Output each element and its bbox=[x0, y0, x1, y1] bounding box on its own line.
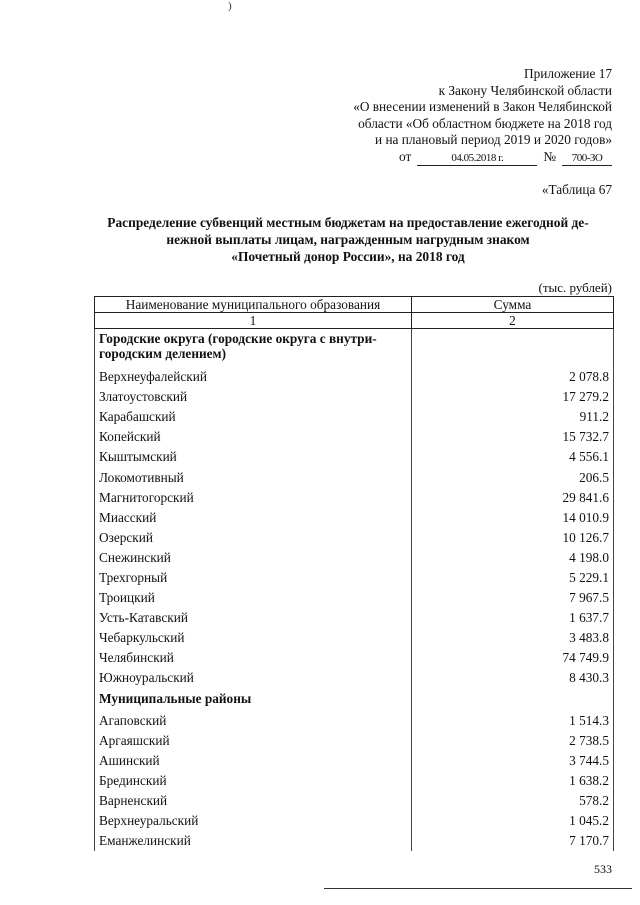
table-row bbox=[95, 711, 614, 731]
page-number: 533 bbox=[594, 862, 612, 876]
appendix-block bbox=[252, 66, 612, 166]
heading-line: Распределение субвенций местным бюджетам на предоставление ежегодной де- bbox=[107, 215, 589, 230]
table-reference: «Таблица 67 bbox=[541, 182, 612, 197]
table-row bbox=[95, 731, 614, 751]
subsidy-amount: 10 126.7 bbox=[412, 528, 614, 548]
subsidy-amount: 17 279.2 bbox=[412, 387, 614, 407]
law-date-line bbox=[252, 149, 612, 166]
subsidy-amount: 15 732.7 bbox=[412, 427, 614, 447]
municipality-name: Еманжелинский bbox=[95, 831, 412, 851]
subsidy-amount: 1 637.7 bbox=[412, 608, 614, 628]
subsidy-amount: 3 744.5 bbox=[412, 751, 614, 771]
subsidy-amount: 1 638.2 bbox=[412, 771, 614, 791]
subsidy-amount: 5 229.1 bbox=[412, 568, 614, 588]
subsidy-amount: 29 841.6 bbox=[412, 488, 614, 508]
municipality-name: Троицкий bbox=[95, 588, 412, 608]
table-row bbox=[95, 791, 614, 811]
appendix-line: области «Об областном бюджете на 2018 год bbox=[358, 115, 612, 131]
municipality-name: Копейский bbox=[95, 427, 412, 447]
subsidy-amount: 4 198.0 bbox=[412, 548, 614, 568]
table-row bbox=[95, 648, 614, 668]
table-row bbox=[95, 467, 614, 487]
table-row bbox=[95, 831, 614, 851]
municipality-name: Озерский bbox=[95, 528, 412, 548]
section-value-cell bbox=[412, 329, 614, 368]
heading-line: нежной выплаты лицам, награжденным нагрудным знаком bbox=[166, 232, 530, 247]
table-row bbox=[95, 387, 614, 407]
municipality-name: Златоустовский bbox=[95, 387, 412, 407]
table-row bbox=[95, 811, 614, 831]
table-row bbox=[95, 427, 614, 447]
column-number-row bbox=[95, 313, 614, 329]
municipality-name: Кыштымский bbox=[95, 447, 412, 467]
table-row bbox=[95, 568, 614, 588]
date-prefix: от bbox=[399, 148, 412, 164]
table-row bbox=[95, 628, 614, 648]
municipality-name: Чебаркульский bbox=[95, 628, 412, 648]
subsidy-amount: 14 010.9 bbox=[412, 508, 614, 528]
subsidy-table bbox=[94, 296, 614, 851]
subsidy-amount: 7 967.5 bbox=[412, 588, 614, 608]
section-title: Муниципальные районы bbox=[95, 689, 412, 711]
law-number: 700-ЗО bbox=[562, 152, 612, 166]
appendix-line: Приложение 17 bbox=[524, 66, 612, 81]
law-date: 04.05.2018 г. bbox=[417, 152, 537, 166]
municipality-name: Южноуральский bbox=[95, 668, 412, 688]
municipality-name: Аргаяшский bbox=[95, 731, 412, 751]
municipality-name: Локомотивный bbox=[95, 467, 412, 487]
municipality-name: Ашинский bbox=[95, 751, 412, 771]
appendix-line: и на плановый период 2019 и 2020 годов» bbox=[375, 132, 612, 147]
appendix-line: «О внесении изменений в Закон Челябинской bbox=[353, 99, 612, 114]
table-row bbox=[95, 588, 614, 608]
appendix-line: к Закону Челябинской области bbox=[438, 82, 612, 98]
column-header-sum: Сумма bbox=[412, 297, 614, 313]
municipality-name: Усть-Катавский bbox=[95, 608, 412, 628]
subsidy-amount: 1 045.2 bbox=[412, 811, 614, 831]
subsidy-amount: 1 514.3 bbox=[412, 711, 614, 731]
table-row bbox=[95, 751, 614, 771]
subsidy-amount: 74 749.9 bbox=[412, 648, 614, 668]
document-heading bbox=[78, 214, 618, 265]
table-row bbox=[95, 488, 614, 508]
municipality-name: Челябинский bbox=[95, 648, 412, 668]
municipality-name: Верхнеуфалейский bbox=[95, 367, 412, 387]
heading-line: «Почетный донор России», на 2018 год bbox=[231, 249, 465, 264]
section-row bbox=[95, 689, 614, 711]
table-row bbox=[95, 447, 614, 467]
table-row bbox=[95, 668, 614, 688]
subsidy-amount: 7 170.7 bbox=[412, 831, 614, 851]
table-row bbox=[95, 407, 614, 427]
municipality-name: Агаповский bbox=[95, 711, 412, 731]
municipality-name: Снежинский bbox=[95, 548, 412, 568]
table-header-row bbox=[95, 297, 614, 313]
subsidy-amount: 206.5 bbox=[412, 467, 614, 487]
subsidy-amount: 3 483.8 bbox=[412, 628, 614, 648]
subsidy-amount: 4 556.1 bbox=[412, 447, 614, 467]
municipality-name: Магнитогорский bbox=[95, 488, 412, 508]
units-label: (тыс. рублей) bbox=[538, 280, 612, 295]
top-mark: ) bbox=[228, 0, 232, 12]
municipality-name: Верхнеуральский bbox=[95, 811, 412, 831]
section-row bbox=[95, 329, 614, 368]
bottom-rule bbox=[324, 888, 632, 889]
municipality-name: Трехгорный bbox=[95, 568, 412, 588]
table-row bbox=[95, 608, 614, 628]
number-prefix: № bbox=[543, 148, 556, 164]
table-row bbox=[95, 528, 614, 548]
municipality-name: Варненский bbox=[95, 791, 412, 811]
table-body bbox=[95, 329, 614, 852]
municipality-name: Миасский bbox=[95, 508, 412, 528]
subsidy-amount: 2 078.8 bbox=[412, 367, 614, 387]
municipality-name: Брединский bbox=[95, 771, 412, 791]
municipality-name: Карабашский bbox=[95, 407, 412, 427]
section-value-cell bbox=[412, 689, 614, 711]
column-number: 1 bbox=[95, 313, 412, 329]
table-row bbox=[95, 771, 614, 791]
section-title: Городские округа (городские округа с внутри-городским делением) bbox=[95, 329, 412, 368]
subsidy-amount: 2 738.5 bbox=[412, 731, 614, 751]
subsidy-amount: 911.2 bbox=[412, 407, 614, 427]
column-header-name: Наименование муниципального образования bbox=[95, 297, 412, 313]
table-row bbox=[95, 367, 614, 387]
table-row bbox=[95, 508, 614, 528]
subsidy-amount: 578.2 bbox=[412, 791, 614, 811]
column-number: 2 bbox=[412, 313, 614, 329]
subsidy-amount: 8 430.3 bbox=[412, 668, 614, 688]
table-row bbox=[95, 548, 614, 568]
